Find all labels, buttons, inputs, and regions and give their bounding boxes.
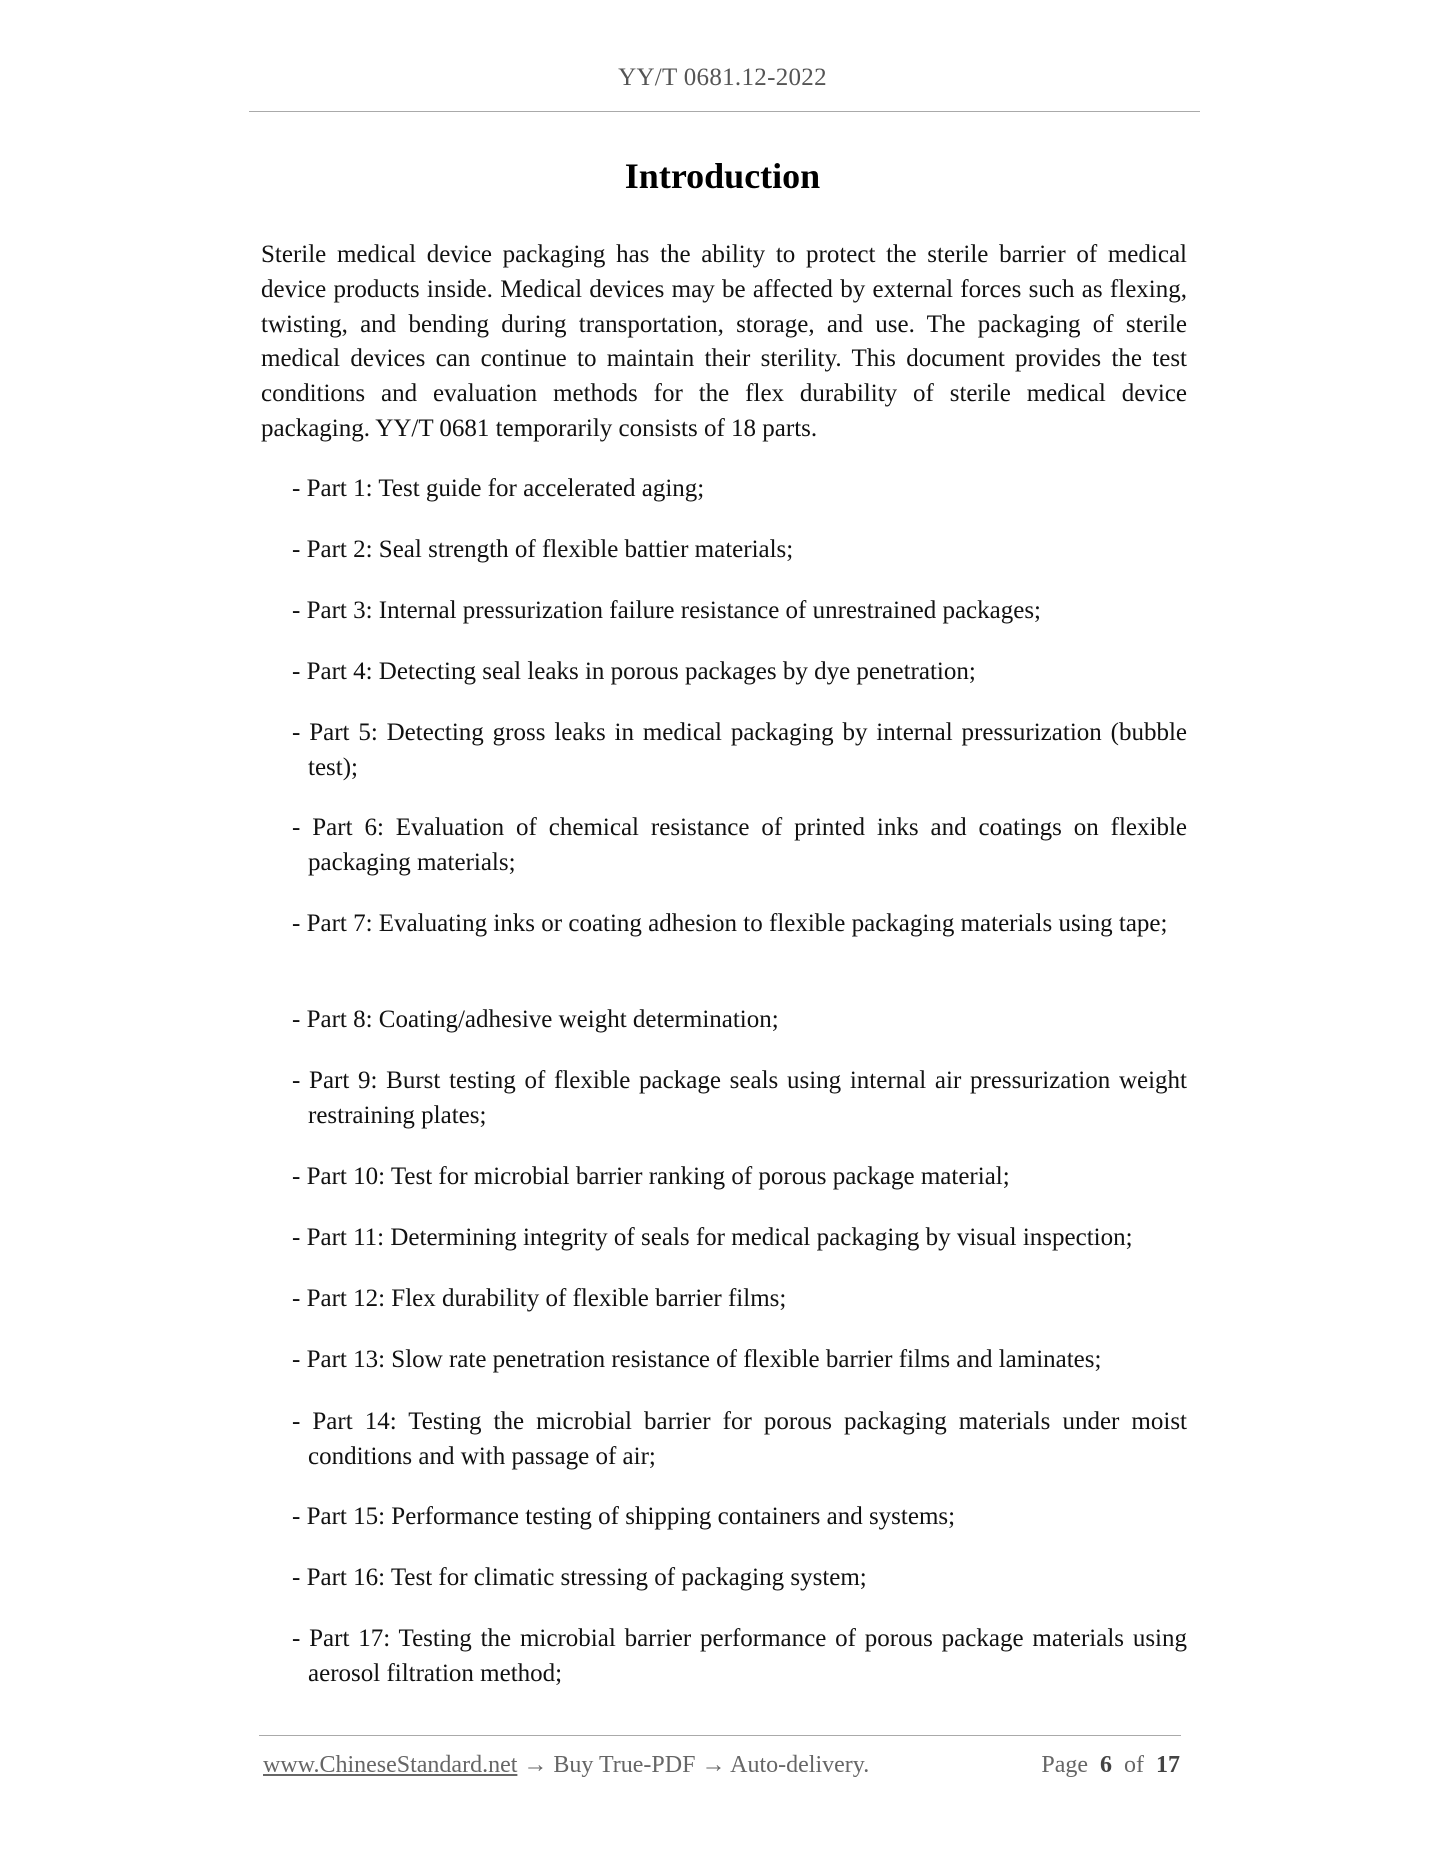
header-doc-code: YY/T 0681.12-2022: [618, 64, 827, 91]
list-item-part-1: - Part 1: Test guide for accelerated aging;: [292, 475, 705, 502]
list-item-part-2: - Part 2: Seal strength of flexible battier materials;: [292, 536, 794, 563]
of-word: of: [1124, 1752, 1144, 1778]
list-item-part-14: - Part 14: Testing the microbial barrier for porous packaging materials under moist conditions and with passage of air;: [292, 1408, 1187, 1470]
website-link[interactable]: www.ChineseStandard.net: [263, 1752, 518, 1778]
list-item-part-8: - Part 8: Coating/adhesive weight determination;: [292, 1006, 779, 1033]
list-item-part-15: - Part 15: Performance testing of shipping containers and systems;: [292, 1503, 956, 1530]
page-current: 6: [1100, 1752, 1112, 1778]
list-item-part-17: - Part 17: Testing the microbial barrier performance of porous package materials using aerosol filtration method;: [292, 1625, 1187, 1687]
buy-true-pdf-text: Buy True-PDF: [553, 1752, 696, 1778]
list-item-part-9: - Part 9: Burst testing of flexible package seals using internal air pressurization weight restraining plates;: [292, 1067, 1187, 1129]
list-item-part-7: - Part 7: Evaluating inks or coating adhesion to flexible packaging materials using tape;: [292, 910, 1168, 937]
header-divider: [249, 111, 1200, 112]
page-total: 17: [1156, 1752, 1180, 1778]
page-number: [1041, 1752, 1180, 1779]
list-item-part-12: - Part 12: Flex durability of flexible barrier films;: [292, 1285, 787, 1312]
footer-promo: [263, 1752, 869, 1779]
list-item-part-3: - Part 3: Internal pressurization failure resistance of unrestrained packages;: [292, 597, 1041, 624]
arrow-icon: →: [701, 1752, 726, 1778]
list-item-part-11: - Part 11: Determining integrity of seals for medical packaging by visual inspection;: [292, 1224, 1133, 1251]
list-item-part-4: - Part 4: Detecting seal leaks in porous packages by dye penetration;: [292, 658, 976, 685]
page-word: Page: [1041, 1752, 1088, 1778]
list-item-part-6: - Part 6: Evaluation of chemical resistance of printed inks and coatings on flexible packaging materials;: [292, 814, 1187, 876]
auto-delivery-text: Auto-delivery.: [730, 1752, 870, 1778]
intro-paragraph: Sterile medical device packaging has the ability to protect the sterile barrier of medical device products inside. Medical devices may be affected by external forces such as flexing, twisting, and bending during transportation, storage, and use. The packaging of sterile medical devices can continue to maintain their sterility. This document provides the test conditions and evaluation methods for the flex durability of sterile medical device packaging. YY/T 0681 temporarily consists of 18 parts.: [261, 241, 1187, 442]
page-title: Introduction: [624, 156, 821, 196]
footer-divider: [259, 1735, 1181, 1736]
list-item-part-13: - Part 13: Slow rate penetration resistance of flexible barrier films and laminates;: [292, 1346, 1102, 1373]
list-item-part-5: - Part 5: Detecting gross leaks in medical packaging by internal pressurization (bubble test);: [292, 719, 1187, 781]
arrow-icon: →: [523, 1752, 548, 1778]
list-item-part-16: - Part 16: Test for climatic stressing of packaging system;: [292, 1564, 867, 1591]
list-item-part-10: - Part 10: Test for microbial barrier ranking of porous package material;: [292, 1163, 1010, 1190]
